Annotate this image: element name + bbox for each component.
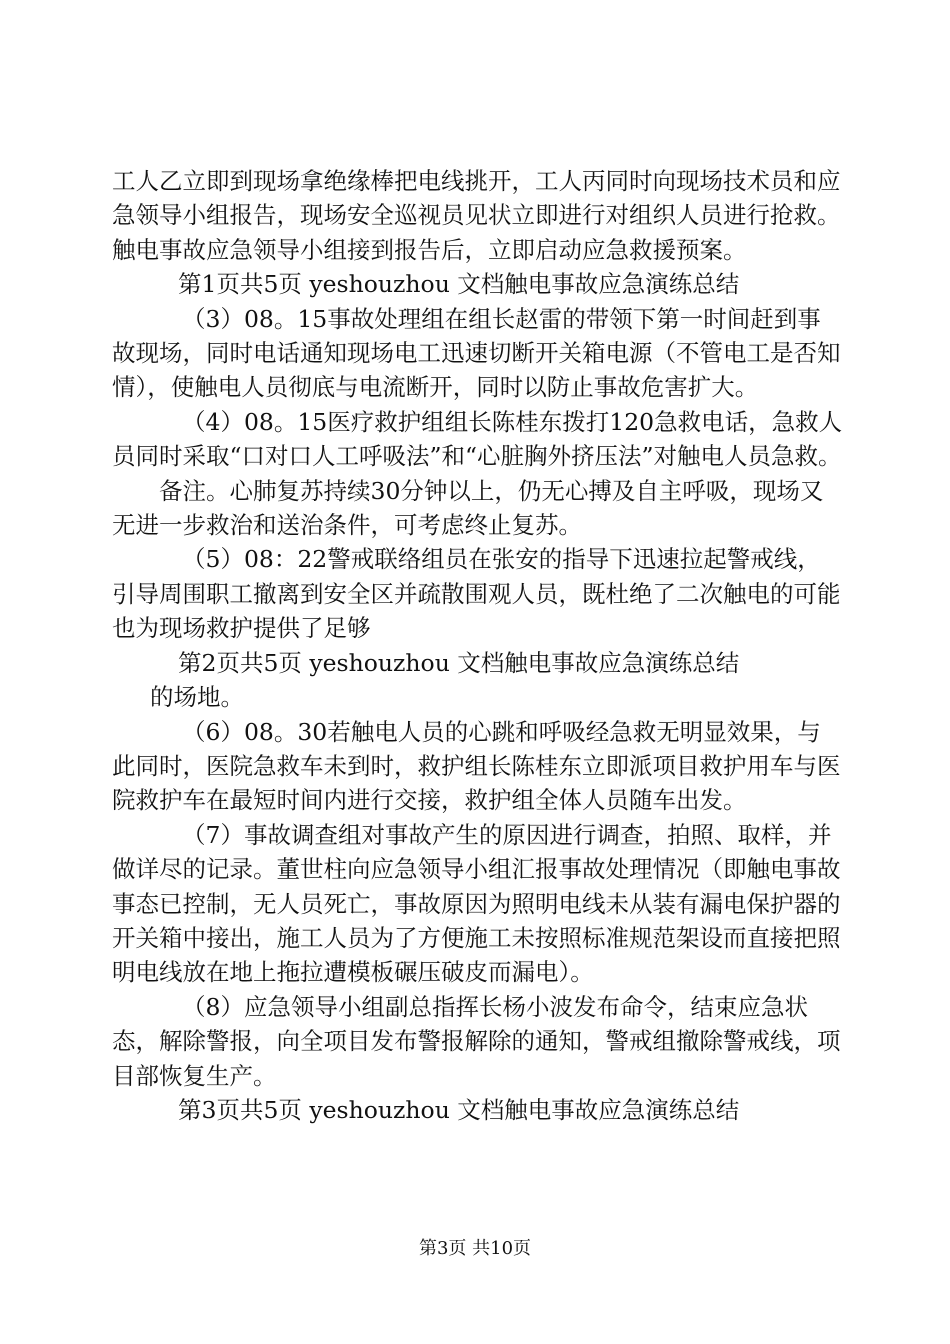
page-number: 第3页 共10页 [418, 1238, 532, 1259]
embedded-page-footer-2: 第2页共5页 yeshouzhou 文档触电事故应急演练总结 [178, 648, 740, 677]
embedded-page-footer-3: 第3页共5页 yeshouzhou 文档触电事故应急演练总结 [178, 1095, 740, 1124]
paragraph-step-3: （3）08。15事故处理组在组长赵雷的带领下第一时间赶到事故现场，同时电话通知现场电工迅速切断开关箱电源（不管电工是否知情），使触电人员彻底与电流断开，同时以防止事故危害扩大。 [112, 304, 841, 402]
embedded-page-footer-1: 第1页共5页 yeshouzhou 文档触电事故应急演练总结 [178, 270, 740, 299]
paragraph-step-5: （5）08：22警戒联络组员在张安的指导下迅速拉起警戒线，引导周围职工撤离到安全区并疏散围观人员，既杜绝了二次触电的可能也为现场救护提供了足够 [112, 545, 841, 643]
paragraph-continuation: 的场地。 [150, 683, 244, 712]
paragraph-step-8: （8）应急领导小组副总指挥长杨小波发布命令，结束应急状态，解除警报，向全项目发布警报解除的通知，警戒组撤除警戒线，项目部恢复生产。 [112, 992, 841, 1090]
paragraph-step-7: （7）事故调查组对事故产生的原因进行调查，拍照、取样，并做详尽的记录。董世柱向应急领导小组汇报事故处理情况（即触电事故事态已控制，无人员死亡，事故原因为照明电线未从装有漏电保护器的开关箱中接出，施工人员为了方便施工未按照标准规范架设而直接把照明电线放在地上拖拉遭模板碾压破皮而漏电）。 [112, 820, 841, 987]
paragraph-note: 备注。心肺复苏持续30分钟以上，仍无心搏及自主呼吸，现场又无进一步救治和送治条件，可考虑终止复苏。 [112, 476, 824, 540]
paragraph-rescue-start: 工人乙立即到现场拿绝缘棒把电线挑开，工人丙同时向现场技术员和应急领导小组报告，现场安全巡视员见状立即进行对组织人员进行抢救。触电事故应急领导小组接到报告后，立即启动应急救援预案。 [112, 167, 841, 264]
paragraph-step-4: （4）08。15医疗救护组组长陈桂东拨打120急救电话，急救人员同时采取“口对口人工呼吸法”和“心脏胸外挤压法”对触电人员急救。 [112, 407, 843, 471]
document-body [112, 164, 844, 1127]
paragraph-step-6: （6）08。30若触电人员的心跳和呼吸经急救无明显效果，与此同时，医院急救车未到时，救护组长陈桂东立即派项目救护用车与医院救护车在最短时间内进行交接，救护组全体人员随车出发。 [112, 717, 841, 815]
